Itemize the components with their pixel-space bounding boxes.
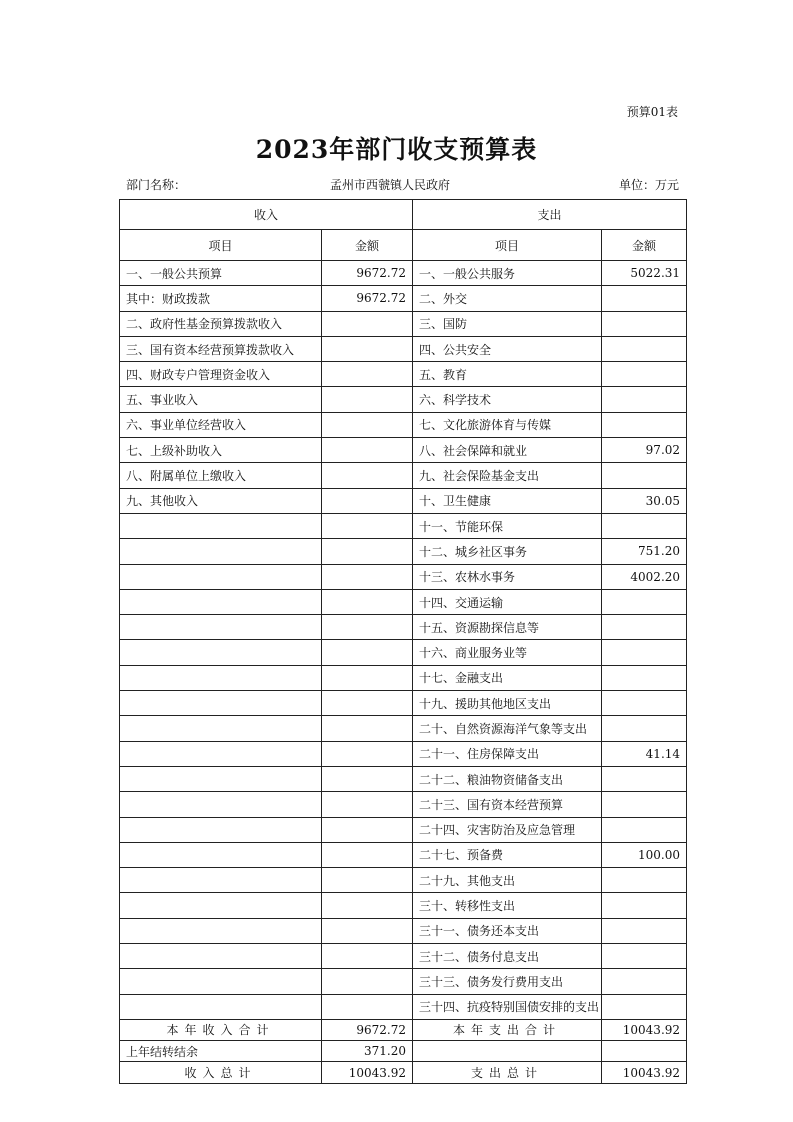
income-item-cell <box>120 665 322 690</box>
income-amount-cell <box>322 665 413 690</box>
expense-item-cell: 二十二、粮油物资储备支出 <box>413 766 602 791</box>
income-item-cell <box>120 918 322 943</box>
income-amount-cell <box>322 766 413 791</box>
expense-amount-cell <box>602 944 687 969</box>
income-item-header: 项目 <box>120 230 322 261</box>
carryover-row <box>120 1040 687 1062</box>
income-amount-cell <box>322 539 413 564</box>
income-amount-cell <box>322 994 413 1019</box>
table-row <box>120 564 687 589</box>
table-row <box>120 615 687 640</box>
table-row <box>120 691 687 716</box>
expense-item-cell: 二十三、国有资本经营预算 <box>413 792 602 817</box>
expense-amount-cell <box>602 463 687 488</box>
table-row <box>120 513 687 538</box>
budget-table <box>119 199 687 1084</box>
expense-item-cell: 三十二、债务付息支出 <box>413 944 602 969</box>
carryover-label: 上年结转结余 <box>120 1040 322 1062</box>
income-item-cell <box>120 640 322 665</box>
income-amount-cell: 9672.72 <box>322 261 413 286</box>
grand-income-value: 10043.92 <box>322 1062 413 1084</box>
table-row <box>120 311 687 336</box>
income-amount-cell <box>322 615 413 640</box>
table-row <box>120 286 687 311</box>
expense-item-cell: 十二、城乡社区事务 <box>413 539 602 564</box>
income-amount-cell <box>322 336 413 361</box>
expense-item-cell: 二十九、其他支出 <box>413 868 602 893</box>
expense-amount-cell <box>602 286 687 311</box>
table-row <box>120 539 687 564</box>
income-item-cell: 其中：财政拨款 <box>120 286 322 311</box>
table-row <box>120 387 687 412</box>
expense-amount-cell <box>602 615 687 640</box>
grand-expense-value: 10043.92 <box>602 1062 687 1084</box>
expense-item-cell: 三十四、抗疫特别国债安排的支出 <box>413 994 602 1019</box>
table-row <box>120 438 687 463</box>
table-row <box>120 817 687 842</box>
income-item-cell: 六、事业单位经营收入 <box>120 412 322 437</box>
expense-amount-cell <box>602 893 687 918</box>
year-expense-value: 10043.92 <box>602 1019 687 1040</box>
income-amount-cell <box>322 817 413 842</box>
table-row <box>120 918 687 943</box>
expense-amount-cell: 30.05 <box>602 488 687 513</box>
expense-item-cell: 九、社会保险基金支出 <box>413 463 602 488</box>
expense-item-cell: 十、卫生健康 <box>413 488 602 513</box>
income-item-cell <box>120 539 322 564</box>
table-row <box>120 640 687 665</box>
income-item-cell <box>120 969 322 994</box>
expense-amount-cell <box>602 691 687 716</box>
income-amount-cell <box>322 741 413 766</box>
expense-amount-cell <box>602 817 687 842</box>
table-row <box>120 842 687 867</box>
expense-item-cell: 三、国防 <box>413 311 602 336</box>
income-item-cell <box>120 716 322 741</box>
income-item-cell: 二、政府性基金预算拨款收入 <box>120 311 322 336</box>
expense-item-cell: 七、文化旅游体育与传媒 <box>413 412 602 437</box>
income-item-cell <box>120 589 322 614</box>
table-row <box>120 589 687 614</box>
income-amount-cell <box>322 412 413 437</box>
expense-item-cell: 六、科学技术 <box>413 387 602 412</box>
expense-amount-cell <box>602 994 687 1019</box>
expense-item-cell: 十五、资源勘探信息等 <box>413 615 602 640</box>
expense-item-cell: 二十四、灾害防治及应急管理 <box>413 817 602 842</box>
dept-label: 部门名称： <box>126 178 187 192</box>
income-group-header: 收入 <box>120 200 413 230</box>
income-amount-cell <box>322 868 413 893</box>
table-row <box>120 463 687 488</box>
expense-amount-cell: 5022.31 <box>602 261 687 286</box>
income-amount-cell <box>322 564 413 589</box>
table-row <box>120 336 687 361</box>
expense-amount-cell: 751.20 <box>602 539 687 564</box>
table-row <box>120 362 687 387</box>
grand-income-label: 收入总计 <box>120 1062 322 1084</box>
expense-item-cell: 二、外交 <box>413 286 602 311</box>
expense-amount-cell <box>602 969 687 994</box>
expense-item-cell: 二十七、预备费 <box>413 842 602 867</box>
income-amount-cell <box>322 691 413 716</box>
income-item-cell <box>120 615 322 640</box>
expense-amount-cell <box>602 665 687 690</box>
expense-item-cell: 十七、金融支出 <box>413 665 602 690</box>
year-total-row <box>120 1019 687 1040</box>
income-item-cell <box>120 564 322 589</box>
expense-item-cell: 四、公共安全 <box>413 336 602 361</box>
income-amount-cell <box>322 463 413 488</box>
income-item-cell <box>120 868 322 893</box>
expense-item-cell: 三十三、债务发行费用支出 <box>413 969 602 994</box>
income-amount-cell <box>322 893 413 918</box>
table-row <box>120 766 687 791</box>
income-item-cell: 九、其他收入 <box>120 488 322 513</box>
expense-item-cell: 十四、交通运输 <box>413 589 602 614</box>
income-amount-header: 金额 <box>322 230 413 261</box>
expense-amount-cell <box>602 868 687 893</box>
income-item-cell <box>120 817 322 842</box>
table-row <box>120 665 687 690</box>
expense-item-cell: 五、教育 <box>413 362 602 387</box>
income-amount-cell <box>322 918 413 943</box>
income-amount-cell <box>322 969 413 994</box>
income-item-cell <box>120 792 322 817</box>
expense-group-header: 支出 <box>413 200 687 230</box>
income-amount-cell <box>322 716 413 741</box>
income-amount-cell <box>322 438 413 463</box>
table-row <box>120 716 687 741</box>
income-amount-cell <box>322 944 413 969</box>
expense-item-cell: 二十一、住房保障支出 <box>413 741 602 766</box>
table-row <box>120 944 687 969</box>
year-income-value: 9672.72 <box>322 1019 413 1040</box>
expense-amount-cell <box>602 513 687 538</box>
expense-item-cell: 三十、转移性支出 <box>413 893 602 918</box>
income-amount-cell <box>322 387 413 412</box>
income-amount-cell <box>322 513 413 538</box>
group-header-row <box>120 200 687 230</box>
expense-amount-cell <box>602 792 687 817</box>
income-item-cell: 八、附属单位上缴收入 <box>120 463 322 488</box>
expense-amount-cell <box>602 716 687 741</box>
income-item-cell <box>120 513 322 538</box>
income-item-cell <box>120 741 322 766</box>
table-row <box>120 994 687 1019</box>
income-amount-cell <box>322 842 413 867</box>
table-row <box>120 488 687 513</box>
empty-cell <box>413 1040 602 1062</box>
expense-amount-cell <box>602 412 687 437</box>
table-row <box>120 741 687 766</box>
expense-amount-cell <box>602 918 687 943</box>
expense-amount-cell <box>602 589 687 614</box>
page-title: 2023年部门收支预算表 <box>255 135 538 164</box>
table-row <box>120 261 687 286</box>
income-item-cell <box>120 842 322 867</box>
income-amount-cell: 9672.72 <box>322 286 413 311</box>
income-amount-cell <box>322 311 413 336</box>
income-item-cell <box>120 893 322 918</box>
income-item-cell: 四、财政专户管理资金收入 <box>120 362 322 387</box>
expense-amount-cell: 97.02 <box>602 438 687 463</box>
expense-amount-cell <box>602 640 687 665</box>
expense-amount-cell <box>602 387 687 412</box>
income-amount-cell <box>322 488 413 513</box>
meta-line <box>120 176 685 192</box>
income-amount-cell <box>322 362 413 387</box>
column-header-row <box>120 230 687 261</box>
grand-expense-label: 支出总计 <box>413 1062 602 1084</box>
grand-total-row <box>120 1062 687 1084</box>
year-income-label: 本年收入合计 <box>120 1019 322 1040</box>
table-row <box>120 893 687 918</box>
expense-item-cell: 十六、商业服务业等 <box>413 640 602 665</box>
income-item-cell <box>120 994 322 1019</box>
empty-cell <box>602 1040 687 1062</box>
income-item-cell: 七、上级补助收入 <box>120 438 322 463</box>
expense-item-cell: 十九、援助其他地区支出 <box>413 691 602 716</box>
dept-name: 孟州市西虢镇人民政府 <box>330 178 451 192</box>
expense-item-header: 项目 <box>413 230 602 261</box>
expense-item-cell: 一、一般公共服务 <box>413 261 602 286</box>
expense-amount-header: 金额 <box>602 230 687 261</box>
expense-amount-cell: 100.00 <box>602 842 687 867</box>
income-item-cell: 五、事业收入 <box>120 387 322 412</box>
table-row <box>120 969 687 994</box>
income-item-cell <box>120 944 322 969</box>
income-amount-cell <box>322 640 413 665</box>
expense-amount-cell <box>602 311 687 336</box>
income-item-cell <box>120 691 322 716</box>
expense-item-cell: 二十、自然资源海洋气象等支出 <box>413 716 602 741</box>
year-expense-label: 本年支出合计 <box>413 1019 602 1040</box>
expense-amount-cell: 41.14 <box>602 741 687 766</box>
form-number: 预算01表 <box>626 105 678 119</box>
expense-amount-cell: 4002.20 <box>602 564 687 589</box>
expense-item-cell: 十一、节能环保 <box>413 513 602 538</box>
income-item-cell: 一、一般公共预算 <box>120 261 322 286</box>
expense-item-cell: 八、社会保障和就业 <box>413 438 602 463</box>
income-amount-cell <box>322 589 413 614</box>
expense-amount-cell <box>602 766 687 791</box>
table-row <box>120 868 687 893</box>
expense-item-cell: 三十一、债务还本支出 <box>413 918 602 943</box>
carryover-value: 371.20 <box>322 1040 413 1062</box>
income-item-cell: 三、国有资本经营预算拨款收入 <box>120 336 322 361</box>
expense-amount-cell <box>602 362 687 387</box>
table-row <box>120 792 687 817</box>
income-item-cell <box>120 766 322 791</box>
expense-item-cell: 十三、农林水事务 <box>413 564 602 589</box>
table-row <box>120 412 687 437</box>
unit-label: 单位：万元 <box>618 178 679 192</box>
expense-amount-cell <box>602 336 687 361</box>
income-amount-cell <box>322 792 413 817</box>
